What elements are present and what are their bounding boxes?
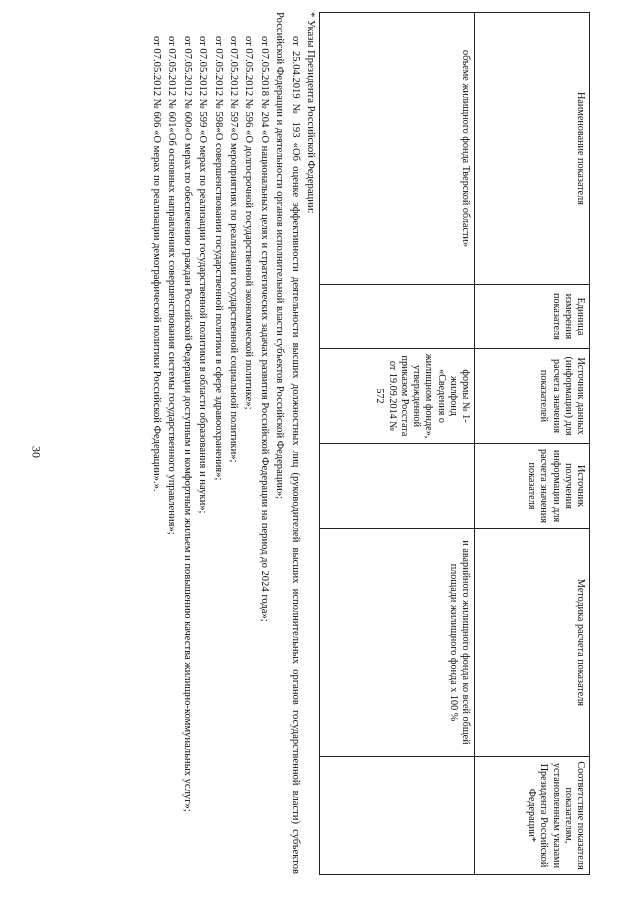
footnote-item: от 07.05.2012 № 596 «О долгосрочной государственной экономической политике»;	[243, 36, 255, 410]
cell-method: и аварийного жилищного фонда ко всей общей площади жилищного фонда х 100 %	[320, 529, 475, 757]
header-method: Методика расчета показателя	[475, 529, 590, 757]
header-unit: Единица измерения показателя	[475, 285, 590, 349]
page-number: 30	[29, 446, 44, 458]
header-indicator-name: Наименование показателя	[475, 13, 590, 285]
footnote-item: от 25.04.2019 № 193 «Об оценке эффективности деятельности высших должностных лиц (руководителей высших исполнительных органов государственной власти) субъектов Российской Федерации и деятельности органов исполнительной власти субъектов Российской Федерации»;	[274, 12, 301, 874]
header-info-source: Источник получения информации для расчета значения показателя	[475, 444, 590, 529]
cell-data-source: формы № 1-жилфонд «Сведения о жилищном фонде», утвержденной приказом Росстата от 19.09.2014 № 572	[320, 349, 475, 444]
footnote-intro: * Указы Президента Российской Федерации:	[305, 12, 316, 214]
footnote-item: от 07.05.2018 № 204 «О национальных целях и стратегических задачах развития Российской Федерации на период до 2024 года»;	[258, 36, 270, 622]
footnote-item: от 07.05.2012 № 600«О мерах по обеспечению граждан Российской Федерации доступным и комфортным жильем и повышению качества жилищно-коммунальных услуг»;	[181, 36, 193, 812]
footnote-item: от 07.05.2012 № 601«Об основных направлениях совершенствования системы государственного управления»;	[166, 36, 178, 535]
cell-unit	[320, 285, 475, 349]
footnote-item: от 07.05.2012 № 599 «О мерах по реализации государственной политики в области образования и науки»;	[197, 36, 209, 514]
footnote-item: от 07.05.2012 № 598«О совершенствовании государственной политики в сфере здравоохранения»;	[212, 36, 224, 481]
cell-compliance	[320, 757, 475, 875]
footnote-item: от 07.05.2012 № 606 «О мерах по реализации демографической политики Российской Федерации».».	[150, 36, 162, 492]
indicators-table	[319, 12, 590, 875]
header-data-source: Источник данных (информации) для расчета значения показателей	[475, 349, 590, 444]
cell-indicator-name: объеме жилищного фонда Тверской области»	[320, 13, 475, 285]
landscape-content	[50, 12, 590, 892]
footnote-item: от 07.05.2012 № 597«О мероприятиях по реализации государственной социальной политики»;	[227, 36, 239, 463]
cell-info-source	[320, 444, 475, 529]
footnotes	[149, 12, 318, 874]
header-compliance: Соответствие показателя показателям, установленным указами Президента Российской Федерации*	[475, 757, 590, 875]
table-header-row	[475, 13, 590, 875]
table-row	[320, 13, 475, 875]
